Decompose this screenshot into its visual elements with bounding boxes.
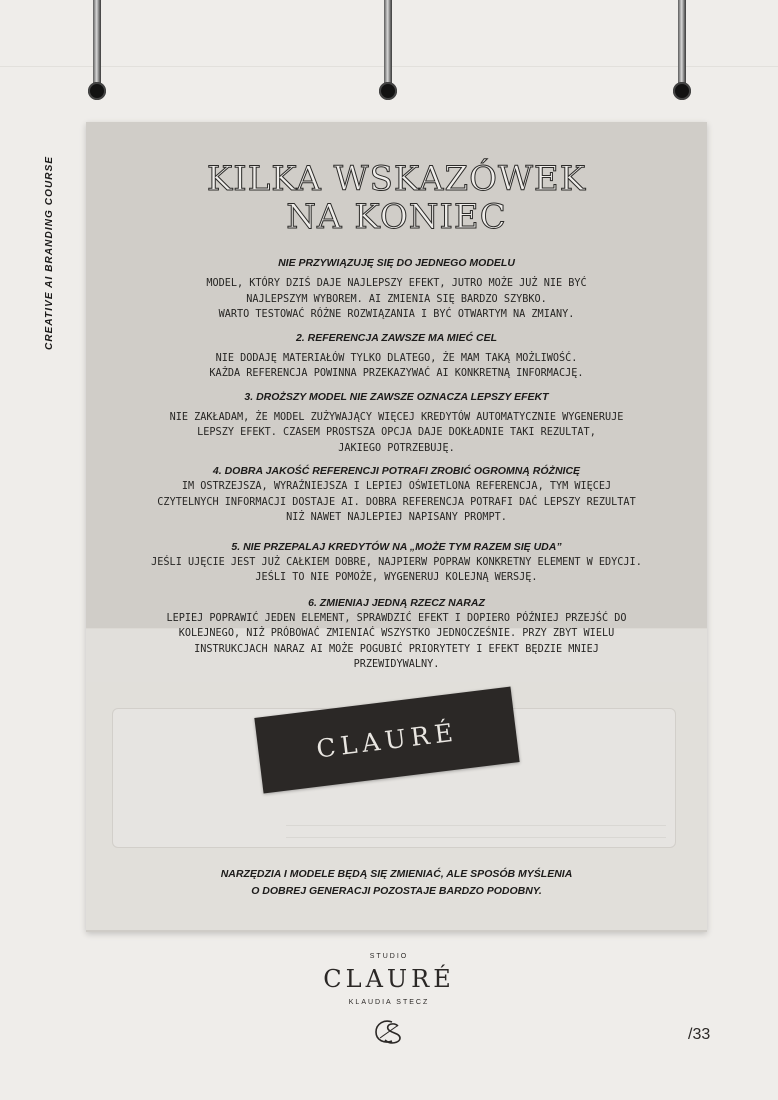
tip-heading: 6. ZMIENIAJ JEDNĄ RZECZ NARAZ	[308, 596, 485, 609]
monogram-logo-icon	[370, 1017, 406, 1047]
binder-ring-icon	[381, 0, 395, 96]
page-title-line1: KILKA WSKAZÓWEK	[206, 159, 587, 199]
footer-note-line2: O DOBREJ GENERACJI POZOSTAJE BARDZO PODOBNY.	[251, 885, 542, 897]
tip-heading: 4. DOBRA JAKOŚĆ REFERENCJI POTRAFI ZROBIĆ OGROMNĄ RÓŻNICĘ	[212, 465, 581, 477]
tip-body: NIE DODAJĘ MATERIAŁÓW TYLKO DLATEGO, ŻE MAM TAKĄ MOŻLIWOŚĆ. KAŻDA REFERENCJA POWINNA PRZEKAZYWAĆ AI KONKRETNĄ INFORMACJĘ.	[209, 352, 584, 379]
page-number: /33	[688, 1026, 711, 1043]
tip-item	[100, 331, 693, 382]
tip-item	[100, 596, 693, 673]
tip-body: MODEL, KTÓRY DZIŚ DAJE NAJLEPSZY EFEKT, JUTRO MOŻE JUŻ NIE BYĆ NAJLEPSZYM WYBOREM. AI ZMIENIA SIĘ BARDZO SZYBKO. WARTO TESTOWAĆ RÓŻNE ROZWIĄZANIA I BYĆ OTWARTYM NA ZMIANY.	[206, 278, 587, 320]
binder-ring-icon	[90, 0, 104, 96]
tip-item	[100, 464, 693, 526]
logo-brand: CLAURÉ	[323, 965, 455, 993]
footer-note	[100, 866, 693, 900]
tip-heading: 3. DROŻSZY MODEL NIE ZAWSZE OZNACZA LEPSZY EFEKT	[244, 390, 549, 403]
tip-heading: NIE PRZYWIĄZUJĘ SIĘ DO JEDNEGO MODELU	[278, 257, 515, 269]
tape-label-text: CLAURÉ	[314, 716, 460, 764]
tip-body: JEŚLI UJĘCIE JEST JUŻ CAŁKIEM DOBRE, NAJPIERW POPRAW KONKRETNY ELEMENT W EDYCJI. JEŚLI TO NIE POMOŻE, WYGENERUJ KOLEJNĄ WERSJĘ.	[151, 556, 642, 583]
tip-body: LEPIEJ POPRAWIĆ JEDEN ELEMENT, SPRAWDZIĆ EFEKT I DOPIERO PÓŹNIEJ PRZEJŚĆ DO KOLEJNEGO, NIŻ PRÓBOWAĆ ZMIENIAĆ WSZYSTKO JEDNOCZEŚNIE. PRZY ZBYT WIELU INSTRUKCJACH NARAZ AI MOŻE POGUBIĆ PRIORYTETY I EFEKT BĘDZIE MNIEJ PRZEWIDYWALNY.	[166, 612, 627, 670]
binder-ring-icon	[675, 0, 689, 96]
logo-name: KLAUDIA STECZ	[348, 999, 430, 1006]
tip-heading: 2. REFERENCJA ZAWSZE MA MIEĆ CEL	[295, 331, 498, 344]
tip-heading: 5. NIE PRZEPALAJ KREDYTÓW NA „MOŻE TYM RAZEM SIĘ UDA”	[231, 540, 562, 553]
logo-studio: STUDIO	[369, 953, 409, 960]
tip-body: NIE ZAKŁADAM, ŻE MODEL ZUŻYWAJĄCY WIĘCEJ KREDYTÓW AUTOMATYCZNIE WYGENERUJE LEPSZY EFEKT. CZASEM PROSTSZA OPCJA DAJE DOKŁADNIE TAKI REZULTAT, JAKIEGO POTRZEBUJĘ.	[169, 411, 624, 454]
footer-note-line1: NARZĘDZIA I MODELE BĘDĄ SIĘ ZMIENIAĆ, ALE SPOSÓB MYŚLENIA	[220, 868, 573, 880]
tip-item	[100, 540, 693, 586]
page-title-line2: NA KONIEC	[286, 197, 507, 237]
tip-body: IM OSTRZEJSZA, WYRAŹNIEJSZA I LEPIEJ OŚWIETLONA REFERENCJA, TYM WIĘCEJ CZYTELNYCH INFORMACJI DOSTAJE AI. DOBRA REFERENCJA POTRAFI DAĆ LEPSZY REZULTAT NIŻ NAWET NAJLEPIEJ NAPISANY PROMPT.	[157, 481, 636, 523]
side-label: CREATIVE AI BRANDING COURSE	[44, 155, 55, 350]
tip-item	[100, 256, 693, 323]
tips-list	[100, 256, 693, 681]
tip-item	[100, 390, 693, 457]
